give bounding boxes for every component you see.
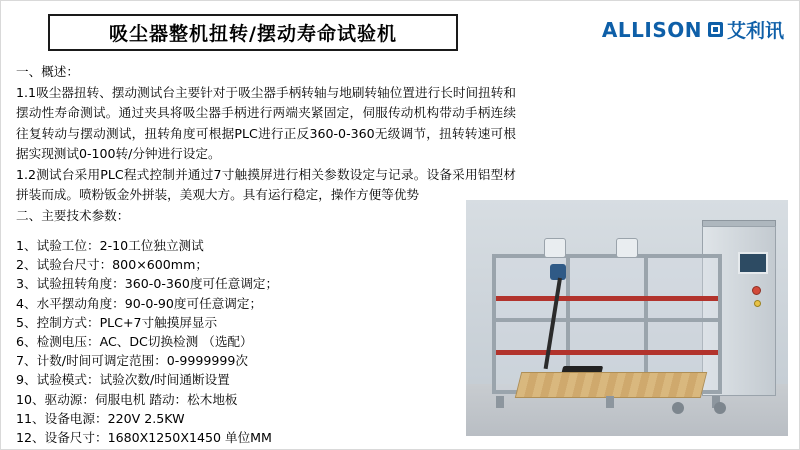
frame-crossbar: [492, 318, 722, 322]
overview-paragraph-1: 1.1吸尘器扭转、摆动测试台主要针对于吸尘器手柄转轴与地刷转轴位置进行长时间扭转和摆动性寿命测试。通过夹具将吸尘器手柄进行两端夹紧固定，伺服传动机构带动手柄连续往复转动与摆动测试，扭转角度可根据PLC进行正反360-0-360无级调节，扭转转速可根据实现测试0-100转/分钟进行设定。: [16, 84, 516, 161]
photo-inner: [466, 200, 788, 436]
specs-list: [16, 236, 486, 447]
touchscreen-hmi: [738, 252, 768, 274]
machine-foot: [496, 396, 504, 408]
test-station-head-left: [544, 238, 566, 258]
spec-item: 5、控制方式：PLC+7寸触摸屏显示: [16, 314, 218, 330]
machine-foot: [606, 396, 614, 408]
spec-item: 3、试验扭转角度：360-0-360度可任意调定；: [16, 276, 279, 292]
spec-item: 1、试验工位：2-10工位独立测试: [16, 238, 204, 253]
spec-item: 9、试验模式：试验次数/时间通断设置: [16, 372, 230, 388]
overview-heading: 一、概述：: [16, 64, 79, 79]
specs-heading: 二、主要技术参数：: [16, 207, 130, 223]
machine-caster: [714, 402, 726, 414]
test-station-head-right: [616, 238, 638, 258]
equipment-photo: [466, 200, 788, 436]
machine-caster: [672, 402, 684, 414]
red-rail-lower: [496, 350, 718, 355]
spec-item: 6、检测电压：AC、DC切换检测 （选配）: [16, 334, 253, 350]
brand-logo: [602, 16, 784, 43]
spec-item: 12、设备尺寸：1680X1250X1450 单位MM: [16, 430, 272, 446]
spec-item: 11、设备电源：220V 2.5KW: [16, 410, 185, 426]
emergency-stop-button-icon: [752, 286, 761, 295]
brand-name-cn: 艾利讯: [726, 20, 784, 42]
overview-block: [16, 62, 516, 226]
spec-item: 2、试验台尺寸：800×600mm；: [16, 257, 208, 273]
spec-item: 10、驱动源：伺服电机 踏动：松木地板: [16, 391, 238, 407]
brand-mark-icon: [708, 22, 723, 37]
page-title: 吸尘器整机扭转/摆动寿命试验机: [109, 23, 397, 45]
brand-name-en: ALLISON: [601, 17, 702, 42]
indicator-light-icon: [754, 300, 761, 307]
spec-item: 4、水平摆动角度：90-0-90度可任意调定；: [16, 295, 263, 311]
spec-item: 7、计数/时间可调定范围：0-9999999次: [16, 353, 249, 369]
red-rail-upper: [496, 296, 718, 301]
overview-paragraph-2: 1.2测试台采用PLC程式控制并通过7寸触摸屏进行相关参数设定与记录。设备采用铝型材拼装而成。喷粉钣金外拼装，美观大方。具有运行稳定，操作方便等优势: [16, 166, 516, 202]
page-title-box: [48, 14, 458, 51]
pine-wood-floor-panel: [515, 372, 707, 398]
